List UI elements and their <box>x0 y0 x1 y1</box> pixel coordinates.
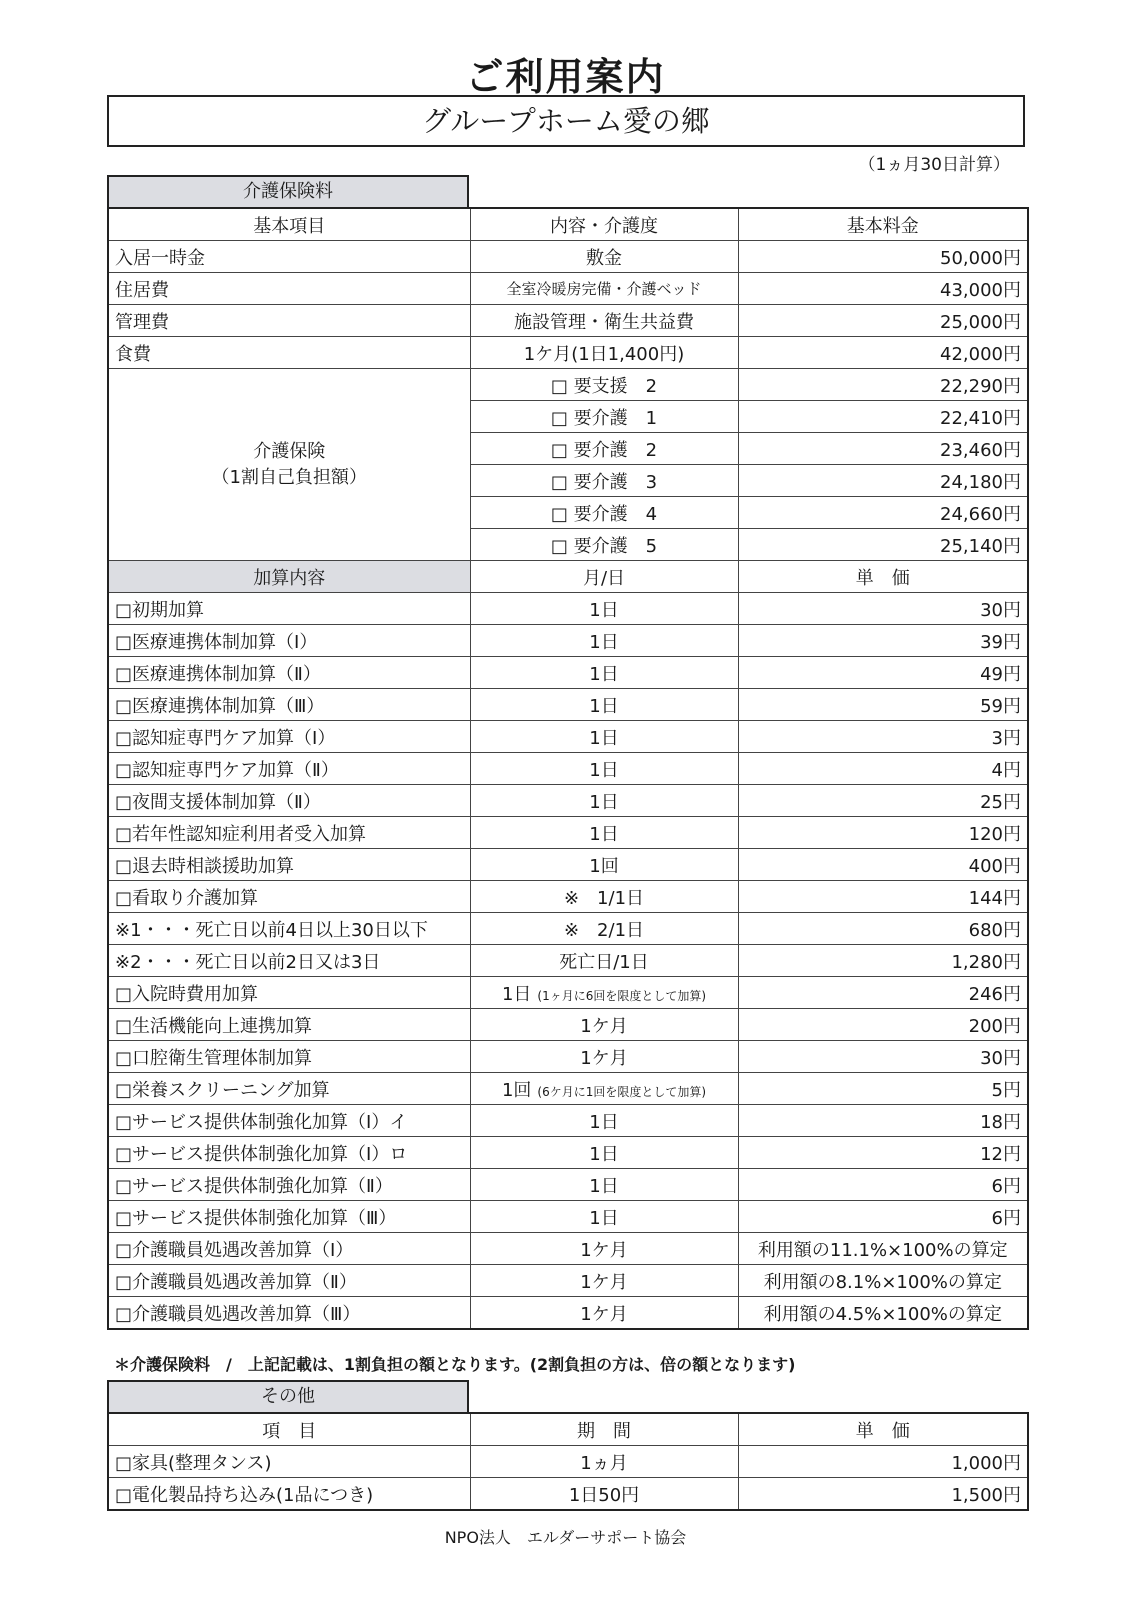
header-basic-item: 基本項目 <box>108 208 470 241</box>
organization-name: NPO法人 エルダーサポート協会 <box>444 1528 687 1547</box>
addition-name: □若年性認知症利用者受入加算 <box>108 817 470 849</box>
addition-price: 4円 <box>738 753 1028 785</box>
addition-name: □退去時相談援助加算 <box>108 849 470 881</box>
addition-name: □栄養スクリーニング加算 <box>108 1073 470 1105</box>
addition-price: 利用額の8.1%×100%の算定 <box>738 1265 1028 1297</box>
row-item: 管理費 <box>108 305 470 337</box>
addition-name: □医療連携体制加算（Ⅱ） <box>108 657 470 689</box>
addition-unit: 1回 <box>501 1079 532 1101</box>
addition-name: □認知症専門ケア加算（Ⅱ） <box>108 753 470 785</box>
other-item: □電化製品持ち込み(1品につき) <box>108 1478 470 1511</box>
addition-name: □介護職員処遇改善加算（Ⅱ） <box>108 1265 470 1297</box>
addition-unit: 1日 <box>589 823 619 845</box>
row-content: 敷金 <box>470 241 738 273</box>
table-row <box>108 241 1028 273</box>
care-insurance-label <box>108 369 470 561</box>
table-row <box>108 337 1028 369</box>
addition-name: □サービス提供体制強化加算（Ⅲ） <box>108 1201 470 1233</box>
row-content: 施設管理・衛生共益費 <box>470 305 738 337</box>
table-row <box>108 721 1028 753</box>
addition-unit-cell <box>470 817 738 849</box>
addition-unit: 1日 <box>589 1207 619 1229</box>
addition-unit-cell <box>470 1265 738 1297</box>
addition-unit: 1日 <box>501 983 532 1005</box>
insurance-header-row <box>108 208 1028 241</box>
addition-name: □夜間支援体制加算（Ⅱ） <box>108 785 470 817</box>
table-row <box>108 273 1028 305</box>
header-addition-content: 加算内容 <box>108 561 470 593</box>
addition-unit-cell <box>470 657 738 689</box>
addition-unit: 1回 <box>589 855 619 877</box>
addition-name: □認知症専門ケア加算（Ⅰ） <box>108 721 470 753</box>
addition-unit-cell <box>470 945 738 977</box>
insurance-section-label: 介護保険料 <box>107 175 469 207</box>
table-row <box>108 1446 1028 1478</box>
addition-name: □サービス提供体制強化加算（Ⅰ）ロ <box>108 1137 470 1169</box>
other-header-row <box>108 1413 1028 1446</box>
table-row <box>108 1041 1028 1073</box>
table-row <box>108 1201 1028 1233</box>
addition-price: 12円 <box>738 1137 1028 1169</box>
care-level: □ 要介護 3 <box>470 465 738 497</box>
addition-unit: 1日 <box>589 727 619 749</box>
addition-unit: 1日 <box>589 599 619 621</box>
addition-unit: 1日 <box>589 759 619 781</box>
addition-unit: 1日 <box>589 1143 619 1165</box>
row-item: 食費 <box>108 337 470 369</box>
care-insurance-label-line2: （1割自己負担額） <box>211 466 367 488</box>
addition-unit: 1ケ月 <box>580 1047 628 1069</box>
care-level-price: 24,660円 <box>738 497 1028 529</box>
addition-unit: 1日 <box>589 791 619 813</box>
addition-price: 3円 <box>738 721 1028 753</box>
addition-name: □サービス提供体制強化加算（Ⅱ） <box>108 1169 470 1201</box>
addition-price: 680円 <box>738 913 1028 945</box>
addition-rows <box>108 593 1028 1330</box>
care-level-row <box>108 369 1028 401</box>
page-title: ご利用案内 <box>465 55 666 99</box>
other-price: 1,000円 <box>738 1446 1028 1478</box>
addition-note: ※1・・・死亡日以前4日以上30日以下 <box>108 913 470 945</box>
addition-unit: 1日 <box>589 695 619 717</box>
addition-price: 25円 <box>738 785 1028 817</box>
addition-price: 1,280円 <box>738 945 1028 977</box>
addition-unit-note: (1ヶ月に6回を限度として加算) <box>537 988 707 1003</box>
addition-price: 246円 <box>738 977 1028 1009</box>
addition-unit-note: (6ケ月に1回を限度として加算) <box>537 1084 707 1099</box>
addition-unit-cell <box>470 593 738 625</box>
table-row <box>108 689 1028 721</box>
table-row <box>108 1233 1028 1265</box>
addition-unit: 1ケ月 <box>580 1015 628 1037</box>
addition-unit-cell <box>470 1201 738 1233</box>
calc-basis-note: （1ヵ月30日計算） <box>858 155 1010 175</box>
header-addition-price: 単 価 <box>738 561 1028 593</box>
row-price: 42,000円 <box>738 337 1028 369</box>
header-other-item: 項 目 <box>108 1413 470 1446</box>
table-row <box>108 1105 1028 1137</box>
care-level-price: 24,180円 <box>738 465 1028 497</box>
care-level: □ 要介護 1 <box>470 401 738 433</box>
addition-unit: 1日 <box>589 631 619 653</box>
row-content: 全室冷暖房完備・介護ベッド <box>470 273 738 305</box>
addition-name: □サービス提供体制強化加算（Ⅰ）イ <box>108 1105 470 1137</box>
addition-price: 144円 <box>738 881 1028 913</box>
addition-unit-cell <box>470 913 738 945</box>
addition-note: ※2・・・死亡日以前2日又は3日 <box>108 945 470 977</box>
row-item: 入居一時金 <box>108 241 470 273</box>
addition-unit-cell <box>470 1137 738 1169</box>
addition-name: □口腔衛生管理体制加算 <box>108 1041 470 1073</box>
other-period: 1ヵ月 <box>470 1446 738 1478</box>
addition-unit-cell <box>470 689 738 721</box>
addition-unit: 1日 <box>589 663 619 685</box>
addition-unit-cell <box>470 1105 738 1137</box>
addition-price: 400円 <box>738 849 1028 881</box>
table-row <box>108 1169 1028 1201</box>
care-insurance-label-line1: 介護保険 <box>253 440 326 462</box>
table-row <box>108 1297 1028 1330</box>
table-row <box>108 881 1028 913</box>
addition-unit: 1日 <box>589 1175 619 1197</box>
addition-unit-cell <box>470 881 738 913</box>
addition-name: □入院時費用加算 <box>108 977 470 1009</box>
addition-unit-cell <box>470 849 738 881</box>
addition-price: 30円 <box>738 1041 1028 1073</box>
addition-unit-cell <box>470 1169 738 1201</box>
other-table <box>107 1412 1029 1511</box>
table-row <box>108 657 1028 689</box>
other-section-label: その他 <box>107 1380 469 1412</box>
table-row <box>108 753 1028 785</box>
header-other-price: 単 価 <box>738 1413 1028 1446</box>
facility-name: グループホーム愛の郷 <box>107 95 1025 147</box>
row-price: 50,000円 <box>738 241 1028 273</box>
addition-price: 利用額の11.1%×100%の算定 <box>738 1233 1028 1265</box>
addition-price: 120円 <box>738 817 1028 849</box>
care-level: □ 要介護 2 <box>470 433 738 465</box>
insurance-table <box>107 207 1029 1330</box>
addition-price: 200円 <box>738 1009 1028 1041</box>
care-level-price: 22,410円 <box>738 401 1028 433</box>
row-item: 住居費 <box>108 273 470 305</box>
addition-unit-cell <box>470 1233 738 1265</box>
other-price: 1,500円 <box>738 1478 1028 1511</box>
addition-unit-cell <box>470 1041 738 1073</box>
header-other-period: 期 間 <box>470 1413 738 1446</box>
addition-unit-cell <box>470 977 738 1009</box>
table-row <box>108 593 1028 625</box>
addition-unit: 1日 <box>589 1111 619 1133</box>
addition-price: 利用額の4.5%×100%の算定 <box>738 1297 1028 1330</box>
other-period: 1日50円 <box>470 1478 738 1511</box>
addition-unit: 1ケ月 <box>580 1303 628 1325</box>
care-level: □ 要介護 5 <box>470 529 738 561</box>
addition-price: 30円 <box>738 593 1028 625</box>
addition-unit-cell <box>470 625 738 657</box>
care-level: □ 要支援 2 <box>470 369 738 401</box>
addition-name: □介護職員処遇改善加算（Ⅲ） <box>108 1297 470 1330</box>
care-level: □ 要介護 4 <box>470 497 738 529</box>
row-price: 43,000円 <box>738 273 1028 305</box>
addition-header-row <box>108 561 1028 593</box>
addition-unit-cell <box>470 1009 738 1041</box>
table-row <box>108 817 1028 849</box>
table-row <box>108 785 1028 817</box>
addition-unit: ※ 1/1日 <box>563 887 645 909</box>
addition-unit: 1ケ月 <box>580 1239 628 1261</box>
row-content: 1ケ月(1日1,400円) <box>470 337 738 369</box>
addition-name: □医療連携体制加算（Ⅰ） <box>108 625 470 657</box>
addition-price: 6円 <box>738 1201 1028 1233</box>
header-addition-unit: 月/日 <box>470 561 738 593</box>
table-row <box>108 1073 1028 1105</box>
addition-price: 18円 <box>738 1105 1028 1137</box>
table-row <box>108 1009 1028 1041</box>
addition-unit-cell <box>470 753 738 785</box>
addition-price: 59円 <box>738 689 1028 721</box>
table-row <box>108 945 1028 977</box>
addition-unit: 1ケ月 <box>580 1271 628 1293</box>
addition-price: 49円 <box>738 657 1028 689</box>
row-price: 25,000円 <box>738 305 1028 337</box>
other-item: □家具(整理タンス) <box>108 1446 470 1478</box>
addition-unit-cell <box>470 1297 738 1330</box>
table-row <box>108 913 1028 945</box>
addition-name: □初期加算 <box>108 593 470 625</box>
care-level-price: 22,290円 <box>738 369 1028 401</box>
table-row <box>108 1265 1028 1297</box>
care-level-price: 25,140円 <box>738 529 1028 561</box>
table-row <box>108 977 1028 1009</box>
addition-unit-cell <box>470 1073 738 1105</box>
addition-unit: ※ 2/1日 <box>563 919 645 941</box>
addition-name: □医療連携体制加算（Ⅲ） <box>108 689 470 721</box>
addition-unit-cell <box>470 721 738 753</box>
addition-price: 5円 <box>738 1073 1028 1105</box>
addition-name: □介護職員処遇改善加算（Ⅰ） <box>108 1233 470 1265</box>
addition-unit: 死亡日/1日 <box>559 951 649 973</box>
insurance-footnote: ＊介護保険料 / 上記記載は、1割負担の額となります。(2割負担の方は、倍の額となります) <box>114 1355 796 1374</box>
header-content: 内容・介護度 <box>470 208 738 241</box>
table-row <box>108 849 1028 881</box>
header-basic-price: 基本料金 <box>738 208 1028 241</box>
addition-name: □看取り介護加算 <box>108 881 470 913</box>
table-row <box>108 1478 1028 1511</box>
addition-unit-cell <box>470 785 738 817</box>
addition-price: 6円 <box>738 1169 1028 1201</box>
table-row <box>108 305 1028 337</box>
care-level-price: 23,460円 <box>738 433 1028 465</box>
table-row <box>108 1137 1028 1169</box>
addition-name: □生活機能向上連携加算 <box>108 1009 470 1041</box>
table-row <box>108 625 1028 657</box>
addition-price: 39円 <box>738 625 1028 657</box>
